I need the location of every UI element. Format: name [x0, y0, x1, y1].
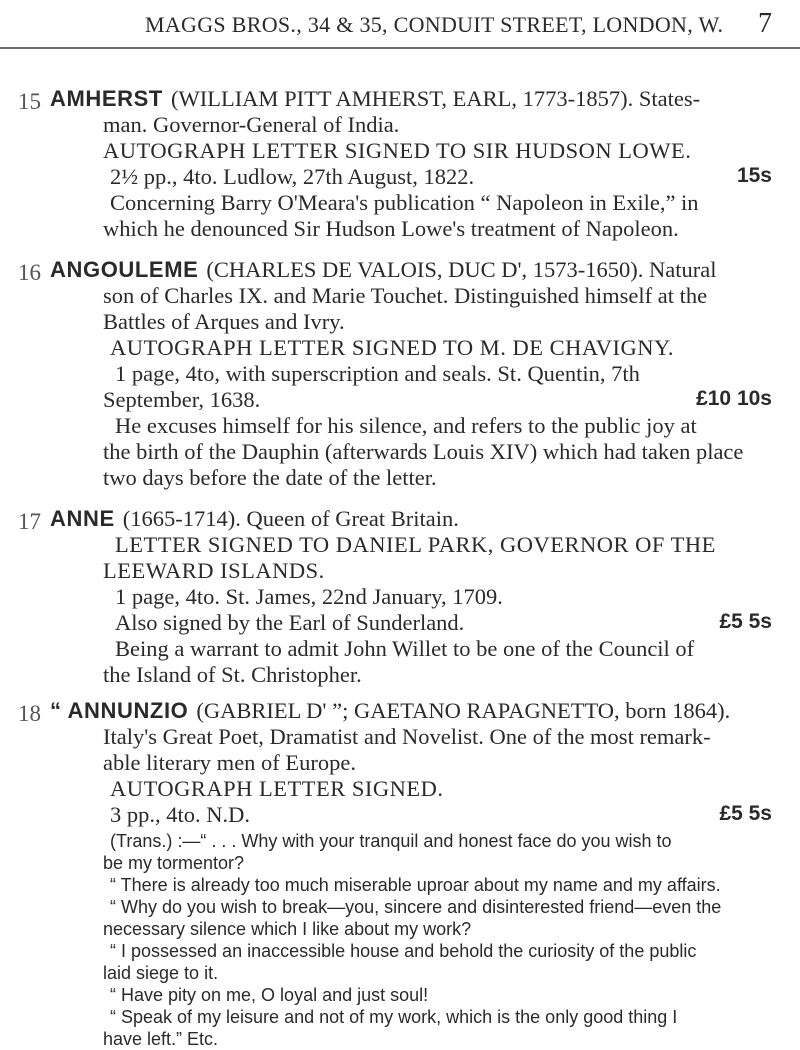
quotation-line: laid siege to it. [103, 963, 219, 983]
quotation-line: “ Have pity on me, O loyal and just soul! [110, 985, 429, 1005]
entry-text: (GABRIEL D' ”; GAETANO RAPAGNETTO, born 1864). [196, 698, 731, 723]
entry-line: AUTOGRAPH LETTER SIGNED TO M. DE CHAVIGNY. [110, 335, 674, 360]
entry-line: He excuses himself for his silence, and refers to the public joy at [115, 413, 697, 438]
entry-line: 1 page, 4to. St. James, 22nd January, 1709. [115, 584, 503, 609]
entry-line [50, 698, 730, 724]
entry-name: ANNE [50, 506, 115, 531]
entry-line: Being a warrant to admit John Willet to be one of the Council of [115, 636, 695, 661]
entry-line: the Island of St. Christopher. [103, 662, 362, 687]
entry-name: “ ANNUNZIO [50, 698, 189, 723]
price: 15s [736, 164, 772, 187]
quotation-line: “ Speak of my leisure and not of my work, which is the only good thing I [110, 1007, 678, 1027]
quotation-line: “ Why do you wish to break—you, sincere and disinterested friend—even the [110, 897, 722, 917]
entry-line: son of Charles IX. and Marie Touchet. Distinguished himself at the [103, 283, 708, 308]
price: £5 5s [719, 610, 772, 633]
header-rule [0, 47, 800, 49]
entry-line: AUTOGRAPH LETTER SIGNED. [110, 776, 444, 801]
quotation-line: (Trans.) :—“ . . . Why with your tranquil and honest face do you wish to [110, 831, 672, 851]
quotation-line: “ I possessed an inaccessible house and behold the curiosity of the public [110, 941, 697, 961]
quotation-line: have left.” Etc. [103, 1029, 219, 1049]
page-number: 7 [758, 8, 772, 39]
entry-number: 16 [18, 260, 41, 285]
entry-line: 1 page, 4to, with superscription and seals. St. Quentin, 7th [115, 361, 640, 386]
entry-line: 2½ pp., 4to. Ludlow, 27th August, 1822. [110, 164, 475, 189]
entry-line: September, 1638. [103, 387, 261, 412]
entry-number: 17 [18, 509, 41, 534]
quotation-line: necessary silence which I like about my work? [103, 919, 472, 939]
entry-line: two days before the date of the letter. [103, 465, 437, 490]
entry-line: the birth of the Dauphin (afterwards Louis XIV) which had taken place [103, 439, 744, 464]
page-header [0, 8, 800, 44]
entry-number: 15 [18, 89, 41, 114]
entry-text: (1665-1714). Queen of Great Britain. [122, 506, 459, 531]
price: £10 10s [696, 387, 772, 410]
entry-line: man. Governor-General of India. [103, 112, 400, 137]
entry-text: (WILLIAM PITT AMHERST, EARL, 1773-1857). States- [170, 86, 701, 111]
entry-line: Also signed by the Earl of Sunderland. [115, 610, 465, 635]
running-header: MAGGS BROS., 34 & 35, CONDUIT STREET, LONDON, W. [145, 12, 724, 37]
entry-line: LEEWARD ISLANDS. [103, 558, 325, 583]
quotation-line: be my tormentor? [103, 853, 245, 873]
entry-name: AMHERST [50, 86, 163, 111]
entry-line: which he denounced Sir Hudson Lowe's treatment of Napoleon. [103, 216, 679, 241]
entry-line [50, 257, 716, 283]
entry-line: LETTER SIGNED TO DANIEL PARK, GOVERNOR OF THE [115, 532, 716, 557]
entry-number: 18 [18, 701, 41, 726]
quotation-line: “ There is already too much miserable uproar about my name and my affairs. [110, 875, 721, 895]
entry-line: Battles of Arques and Ivry. [103, 309, 345, 334]
entry-line: Italy's Great Poet, Dramatist and Novelist. One of the most remark- [103, 724, 711, 749]
entry-line: AUTOGRAPH LETTER SIGNED TO SIR HUDSON LOWE. [103, 138, 692, 163]
price: £5 5s [719, 802, 772, 825]
entry-name: ANGOULEME [50, 257, 199, 282]
entry-line: 3 pp., 4to. N.D. [110, 802, 250, 827]
entry-line [50, 506, 459, 532]
entry-line [50, 86, 700, 112]
entry-text: (CHARLES DE VALOIS, DUC D', 1573-1650). Natural [206, 257, 717, 282]
entry-line: able literary men of Europe. [103, 750, 357, 775]
entry-line: Concerning Barry O'Meara's publication “ Napoleon in Exile,” in [110, 190, 699, 215]
